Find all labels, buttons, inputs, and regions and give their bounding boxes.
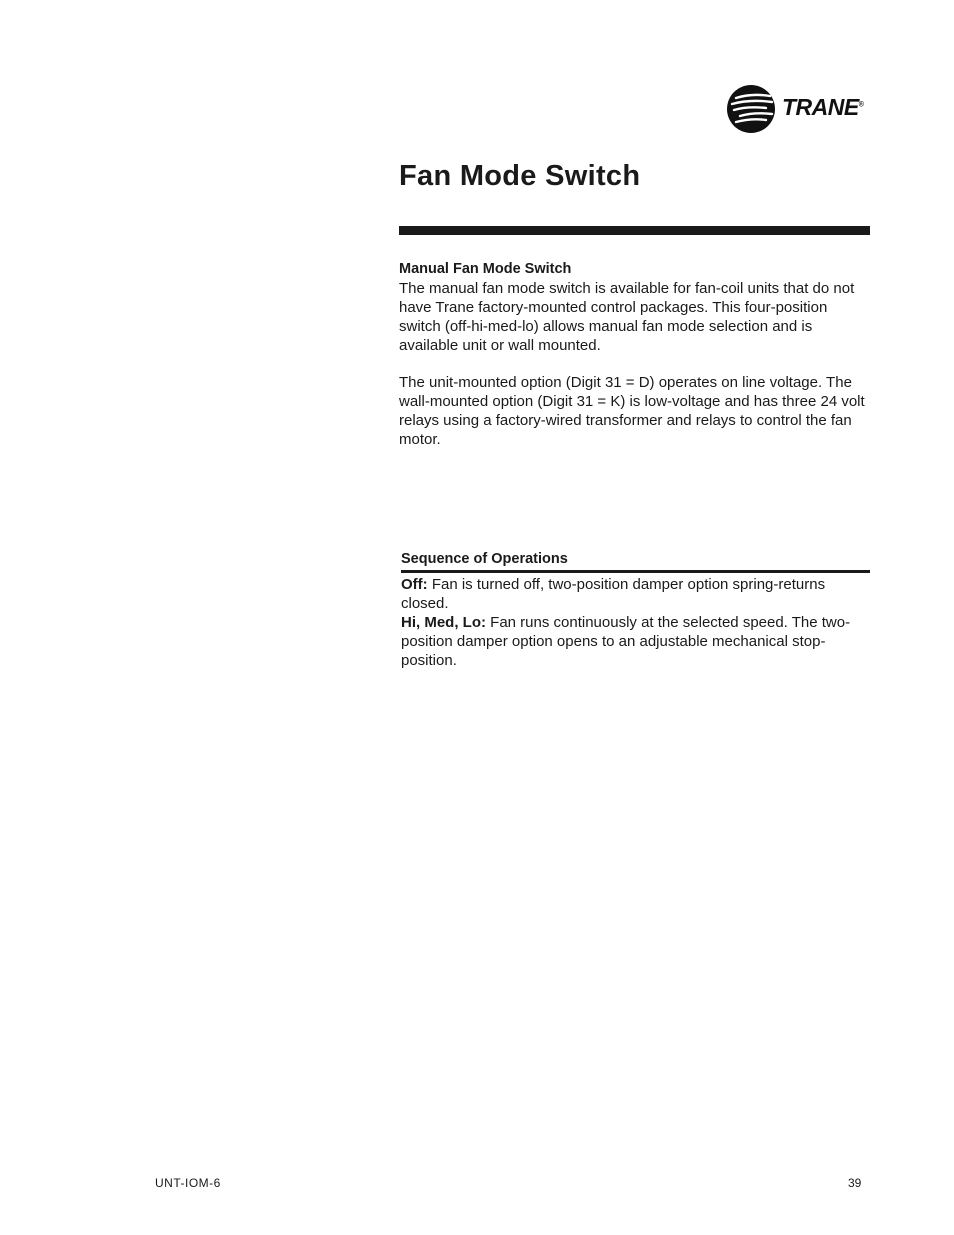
logo-text: TRANE bbox=[782, 94, 859, 120]
sequence-item bbox=[401, 613, 870, 670]
body-paragraph: The unit-mounted option (Digit 31 = D) operates on line voltage. The wall-mounted option (Digit 31 = K) is low-voltage and has three 24 volt relays using a factory-wired transformer and relays to control the fan motor. bbox=[399, 374, 865, 448]
sequence-item-label: Hi, Med, Lo: bbox=[401, 614, 486, 631]
trane-logo bbox=[726, 84, 876, 134]
sequence-item-text: Fan runs continuously at the selected speed. The two-position damper option opens to an adjustable mechanical stop-position. bbox=[401, 614, 851, 669]
logo-wordmark bbox=[782, 94, 863, 121]
footer-doc-id: UNT-IOM-6 bbox=[155, 1176, 221, 1190]
section-heading: Manual Fan Mode Switch bbox=[399, 261, 572, 277]
section-heading: Sequence of Operations bbox=[401, 550, 870, 573]
sequence-item-label: Off: bbox=[401, 576, 428, 593]
sequence-item-text: Fan is turned off, two-position damper option spring-returns closed. bbox=[401, 576, 826, 612]
page-title: Fan Mode Switch bbox=[399, 160, 641, 192]
registered-mark: ® bbox=[858, 101, 864, 109]
manual-fan-mode-section bbox=[399, 260, 871, 449]
sequence-item bbox=[401, 575, 870, 613]
body-paragraph: The manual fan mode switch is available for fan-coil units that do not have Trane factory-mounted control packages. This four-position switch (off-hi-med-lo) allows manual fan mode selection and is available unit or wall mounted. bbox=[399, 280, 855, 354]
trane-globe-icon bbox=[726, 84, 776, 134]
sequence-of-operations-section bbox=[401, 550, 870, 670]
title-divider bbox=[399, 226, 870, 235]
footer-page-number: 39 bbox=[848, 1176, 862, 1190]
